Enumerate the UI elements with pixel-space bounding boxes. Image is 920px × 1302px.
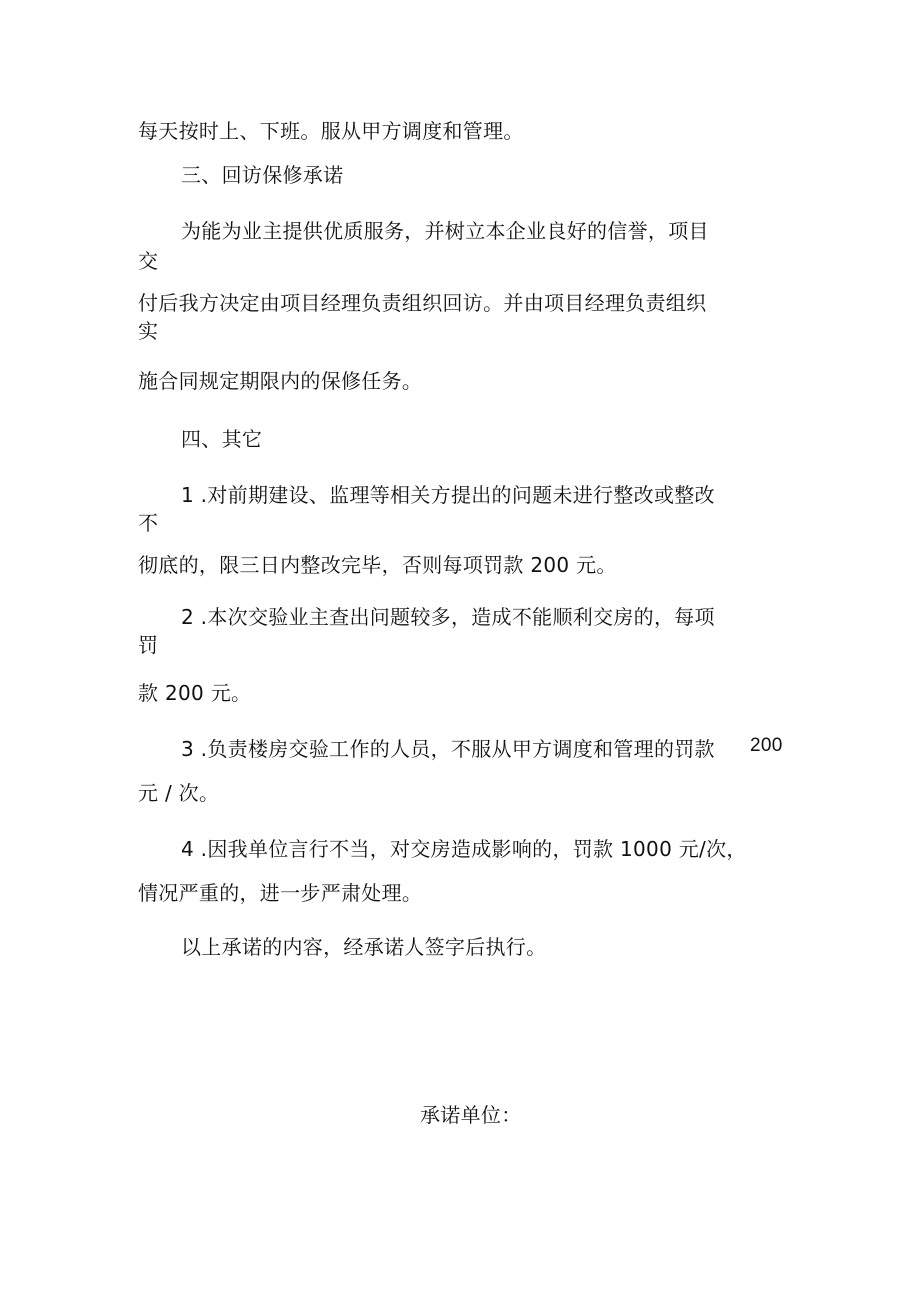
penalty-amount: 200: [750, 735, 783, 756]
paragraph-line: 实: [138, 319, 159, 343]
paragraph-line: 施合同规定期限内的保修任务。: [138, 369, 423, 393]
section-heading-3: 三、回访保修承诺: [181, 163, 344, 187]
paragraph-line: 为能为业主提供优质服务，并树立本企业良好的信誉，项目: [181, 219, 709, 243]
list-item-line: 情况严重的，进一步严肃处理。: [138, 881, 423, 905]
list-item-line: 元 / 次。: [138, 781, 220, 805]
list-item-line: 罚: [138, 633, 159, 657]
list-item-line: 1 .对前期建设、监理等相关方提出的问题未进行整改或整改: [181, 483, 715, 507]
list-item-line: 不: [138, 511, 159, 535]
list-item-line: 3 .负责楼房交验工作的人员，不服从甲方调度和管理的罚款: [181, 737, 715, 761]
paragraph-line: 付后我方决定由项目经理负责组织回访。并由项目经理负责组织: [138, 291, 707, 315]
text-line: 每天按时上、下班。服从甲方调度和管理。: [138, 119, 524, 143]
list-item-line: 2 .本次交验业主查出问题较多，造成不能顺利交房的，每项: [181, 605, 715, 629]
paragraph-line: 交: [138, 249, 159, 273]
closing-statement: 以上承诺的内容，经承诺人签字后执行。: [181, 935, 547, 959]
list-item-line: 彻底的，限三日内整改完毕，否则每项罚款 200 元。: [138, 553, 617, 577]
list-item-line: 款 200 元。: [138, 681, 252, 705]
list-item-line: 4 .因我单位言行不当，对交房造成影响的，罚款 1000 元/次，: [181, 837, 747, 861]
section-heading-4: 四、其它: [181, 427, 263, 451]
signature-label: 承诺单位：: [420, 1103, 522, 1127]
